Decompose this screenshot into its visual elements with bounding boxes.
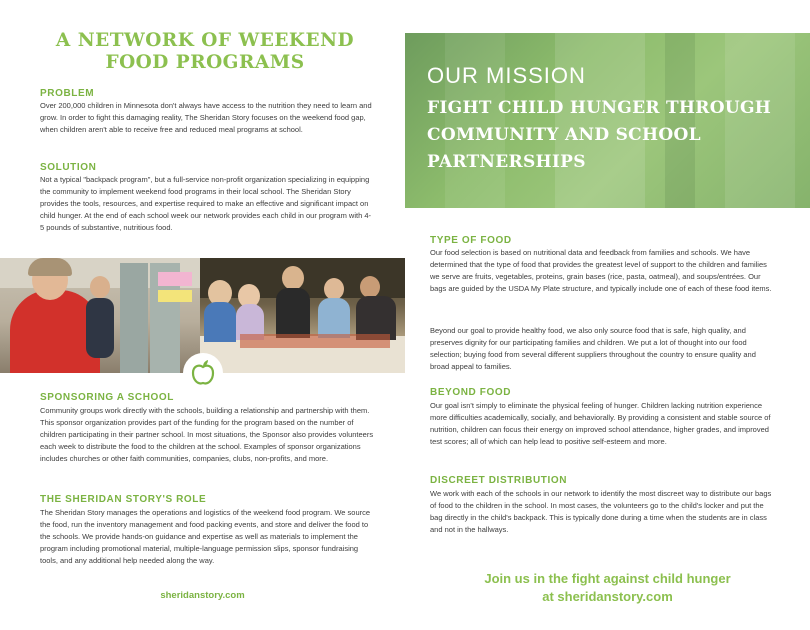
- beyond-food-body: Our goal isn't simply to eliminate the physical feeling of hunger. Children lacking nutrition experience more difficulties academically, socially, and behaviorally. By providing a consistent and stable source of nutrition, children can focus their energy on improved school attendance, higher grades, and improved test scores; all of which can help lead to positive self-esteem and more.: [430, 401, 771, 446]
- type-of-food-body-1: Our food selection is based on nutritional data and feedback from families and schools. We have determined that the type of food that provides the greatest level of support to the children and families we serve are fruits, vegetables, proteins, grain bases (rice, pasta, oatmeal), and soups/entrées. Our bags are guided by the USDA My Plate structure, and typically include one of each of these food items.: [430, 248, 772, 293]
- page-title: [40, 30, 370, 74]
- solution-heading: SOLUTION: [40, 162, 97, 173]
- discreet-heading: DISCREET DISTRIBUTION: [430, 475, 568, 486]
- solution-body: Not a typical "backpack program", but a full-service non-profit organization specializing in equipping the community to implement weekend food programs in their local school. The Sheridan Story provides the tools, resources, and expertise required to make an effective and significant impact on child hunger. At the end of each school week our network provides each child in our program with 4-5 pounds of substantive, nutritious food.: [40, 175, 372, 232]
- role-heading: THE SHERIDAN STORY'S ROLE: [40, 494, 207, 505]
- title-line-1: A NETWORK OF WEEKEND: [55, 30, 355, 51]
- photo-right-panel: [200, 258, 405, 373]
- apple-logo-badge: [183, 353, 223, 393]
- mission-line-1: FIGHT CHILD HUNGER THROUGH: [427, 98, 772, 118]
- beyond-food-heading: BEYOND FOOD: [430, 387, 512, 398]
- problem-heading: PROBLEM: [40, 88, 95, 99]
- sponsoring-body: Community groups work directly with the schools, building a relationship and partnership with them. This sponsor organization provides part of the funding for the program based on the number of children participating in their partner school. In most situations, the Sponsor also provides volunteers each week to distribute the food to the children at the school. Examples of sponsor organizations includes churches or other faith communities, companies, clubs, non-profits, and more.: [40, 406, 374, 463]
- mission-label: OUR MISSION: [427, 63, 586, 88]
- problem-body: Over 200,000 children in Minnesota don't always have access to the nutrition they need to learn and grow. In order to fight this damaging reality, The Sheridan Story focuses on the weekend food gap, when children aren't able to receive free and reduced meal programs at school.: [40, 101, 372, 134]
- join-callout: [405, 570, 810, 606]
- join-line-1: Join us in the fight against child hunger: [484, 571, 731, 586]
- title-line-2: FOOD PROGRAMS: [105, 52, 305, 73]
- mission-statement: [427, 95, 802, 176]
- apple-logo-icon: [190, 359, 216, 387]
- mission-banner: [405, 33, 810, 208]
- role-body: The Sheridan Story manages the operations and logistics of the weekend food program. We source the food, run the inventory management and food packing events, and store and deliver the food to the schools. We provide hands-on guidance and expertise as well as materials to implement the program including promotional material, multiple-language permission slips, sponsor fundraising tools, and any additional help needed along the way.: [40, 508, 371, 565]
- type-of-food-body-2: Beyond our goal to provide healthy food, we also only source food that is safe, high quality, and preserves dignity for our participating families and children. We put a lot of thought into our food selection; buying food from several different suppliers throughout the country to ensure quality and broad appeal to families.: [430, 326, 756, 371]
- sponsoring-heading: SPONSORING A SCHOOL: [40, 392, 175, 403]
- mission-line-3: PARTNERSHIPS: [427, 152, 586, 172]
- footer-url[interactable]: sheridanstory.com: [160, 590, 245, 601]
- right-page: [405, 0, 810, 630]
- join-line-2[interactable]: at sheridanstory.com: [542, 589, 673, 604]
- photo-left-panel: [0, 258, 200, 373]
- discreet-body: We work with each of the schools in our network to identify the most discreet way to distribute our bags of food to the children in the school. In most cases, the volunteers go to the child's locker and put the bag directly in the child's backpack. This is typically done during a time when the students are in class and not in the hallways.: [430, 489, 772, 534]
- type-of-food-heading: TYPE OF FOOD: [430, 235, 512, 246]
- mission-line-2: COMMUNITY AND SCHOOL: [427, 125, 701, 145]
